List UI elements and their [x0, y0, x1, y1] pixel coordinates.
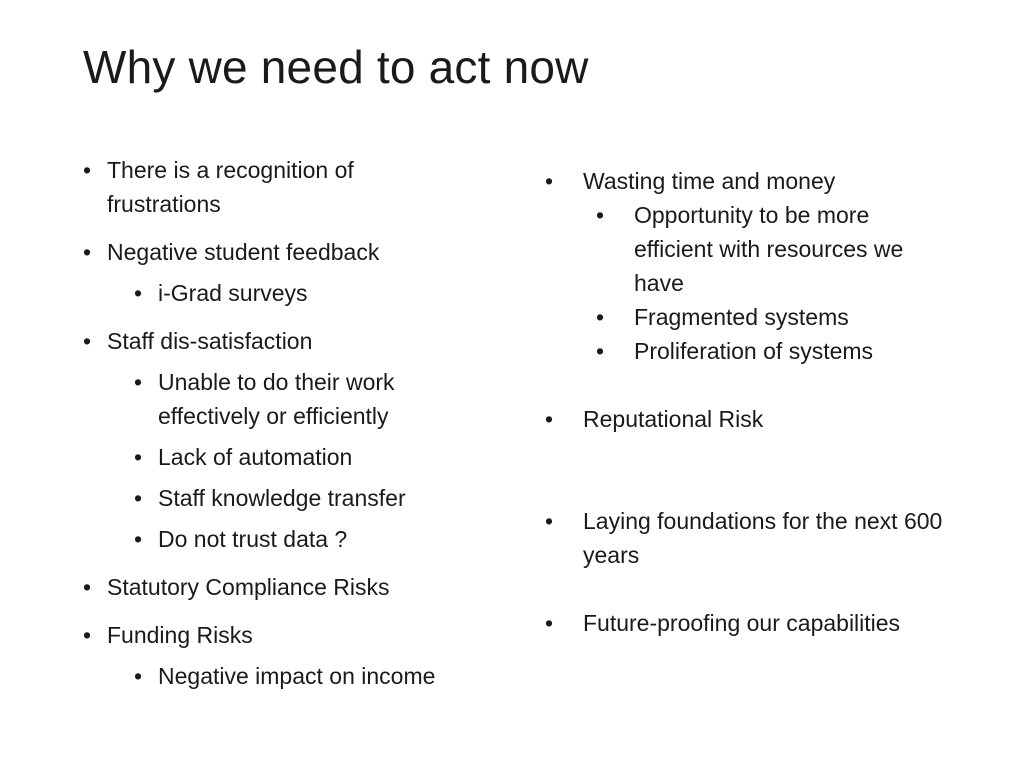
bullet-icon: • — [134, 444, 143, 470]
sub-list-item — [545, 198, 945, 300]
sub-list-item — [83, 659, 463, 693]
bullet-icon: • — [545, 508, 554, 534]
bullet-icon: • — [596, 304, 605, 330]
list-item — [83, 235, 463, 269]
sub-list-item-label: i-Grad surveys — [158, 280, 308, 306]
list-item — [545, 164, 945, 198]
list-item-label: Statutory Compliance Risks — [107, 574, 390, 600]
bullet-icon: • — [545, 406, 554, 432]
list-item — [83, 618, 463, 652]
bullet-icon: • — [134, 485, 143, 511]
slide-title: Why we need to act now — [83, 41, 589, 93]
bullet-icon: • — [83, 157, 92, 183]
sub-list-item — [545, 300, 945, 334]
list-item — [83, 570, 463, 604]
list-item-label: Funding Risks — [107, 622, 253, 648]
bullet-icon: • — [545, 610, 554, 636]
sub-list-item-label: Negative impact on income — [158, 663, 436, 689]
bullet-icon: • — [596, 202, 605, 228]
bullet-icon: • — [134, 663, 143, 689]
sub-list-item — [83, 365, 463, 433]
bullet-icon: • — [596, 338, 605, 364]
list-item-label: Staff dis-satisfaction — [107, 328, 313, 354]
sub-list-item — [83, 440, 463, 474]
sub-list-item-label: Fragmented systems — [634, 304, 849, 330]
list-item-label: Wasting time and money — [583, 168, 836, 194]
list-item-label: Laying foundations for the next 600 years — [583, 508, 943, 568]
bullet-icon: • — [134, 369, 143, 395]
sub-list-item-label: Opportunity to be more efficient with resources we have — [634, 202, 904, 296]
bullet-icon: • — [83, 622, 92, 648]
list-item — [545, 402, 945, 436]
list-item — [545, 606, 945, 640]
bullet-icon: • — [83, 328, 92, 354]
sub-list-item — [83, 481, 463, 515]
list-item — [83, 324, 463, 358]
bullet-icon: • — [134, 280, 143, 306]
sub-list-item-label: Staff knowledge transfer — [158, 485, 406, 511]
sub-list-item-label: Unable to do their work effectively or efficiently — [158, 369, 395, 429]
list-item-label: Future-proofing our capabilities — [583, 610, 901, 636]
sub-list-item — [545, 334, 945, 368]
right-bullet-list — [545, 164, 945, 640]
list-item — [545, 504, 945, 572]
list-item-label: There is a recognition of frustrations — [107, 157, 354, 217]
sub-list-item-label: Lack of automation — [158, 444, 353, 470]
bullet-icon: • — [83, 239, 92, 265]
sub-list-item — [83, 276, 463, 310]
list-item-label: Negative student feedback — [107, 239, 380, 265]
sub-list-item — [83, 522, 463, 556]
list-item-label: Reputational Risk — [583, 406, 764, 432]
sub-list-item-label: Do not trust data ? — [158, 526, 348, 552]
bullet-icon: • — [134, 526, 143, 552]
list-item — [83, 153, 463, 221]
left-bullet-list — [83, 153, 463, 693]
bullet-icon: • — [83, 574, 92, 600]
sub-list-item-label: Proliferation of systems — [634, 338, 874, 364]
bullet-icon: • — [545, 168, 554, 194]
